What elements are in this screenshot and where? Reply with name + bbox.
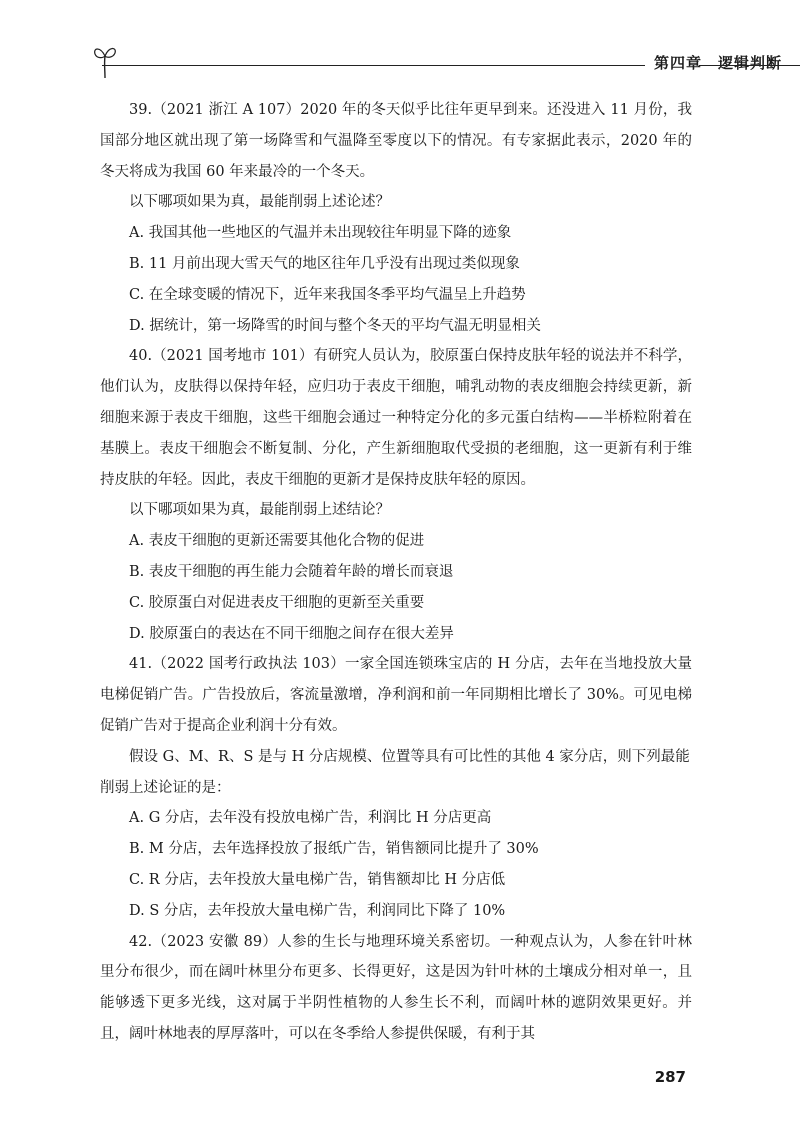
header-rule-left [102,65,645,66]
question-42 [100,927,692,1050]
question-39 [100,95,692,341]
question-41 [100,649,692,926]
option-a: A. G 分店，去年没有投放电梯广告，利润比 H 分店更高 [129,810,492,827]
option-d: D. 胶原蛋白的表达在不同干细胞之间存在很大差异 [129,625,454,642]
question-prompt: 以下哪项如果为真，最能削弱上述论述？ [129,194,390,211]
question-stem: 40.（2021 国考地市 101）有研究人员认为，胶原蛋白保持皮肤年轻的说法并不科学，他们认为，皮肤得以保持年轻，应归功于表皮干细胞，哺乳动物的表皮细胞会持续更新，新细胞来源于表皮干细胞，这些干细胞会通过一种特定分化的多元蛋白结构——半桥粒附着在基膜上。表皮干细胞会不断复制、分化，产生新细胞取代受损的老细胞，这一更新有利于维持皮肤的年轻。因此，表皮干细胞的更新才是保持皮肤年轻的原因。 [100,348,692,488]
option-c: C. 胶原蛋白对促进表皮干细胞的更新至关重要 [129,594,425,611]
page-body [100,95,692,1050]
question-prompt: 假设 G、M、R、S 是与 H 分店规模、位置等具有可比性的其他 4 家分店，则下列最能削弱上述论证的是： [100,748,690,796]
question-prompt: 以下哪项如果为真，最能削弱上述结论？ [129,502,390,519]
option-b: B. 表皮干细胞的再生能力会随着年龄的增长而衰退 [129,563,454,580]
page-number: 287 [654,1068,686,1086]
question-stem: 41.（2022 国考行政执法 103）一家全国连锁珠宝店的 H 分店，去年在当地投放大量电梯促销广告。广告投放后，客流量激增，净利润和前一年同期相比增长了 30%。可见电梯促销广告对于提高企业利润十分有效。 [100,656,692,734]
option-d: D. S 分店，去年投放大量电梯广告，利润同比下降了 10% [129,902,506,919]
option-b: B. 11 月前出现大雪天气的地区往年几乎没有出现过类似现象 [129,255,520,272]
question-stem: 42.（2023 安徽 89）人参的生长与地理环境关系密切。一种观点认为，人参在针叶林里分布很少，而在阔叶林里分布更多、长得更好，这是因为针叶林的土壤成分相对单一，且能够透下更多光线，这对属于半阴性植物的人参生长不利，而阔叶林的遮阴效果更好。并且，阔叶林地表的厚厚落叶，可以在冬季给人参提供保暖，有利于其 [100,933,692,1042]
question-40 [100,341,692,649]
question-stem: 39.（2021 浙江 A 107）2020 年的冬天似乎比往年更早到来。还没进入 11 月份，我国部分地区就出现了第一场降雪和气温降至零度以下的情况。有专家据此表示，2020 年的冬天将成为我国 60 年来最冷的一个冬天。 [100,102,692,180]
option-d: D. 据统计，第一场降雪的时间与整个冬天的平均气温无明显相关 [129,317,541,334]
chapter-title: 第四章 逻辑判断 [654,54,783,72]
option-a: A. 表皮干细胞的更新还需要其他化合物的促进 [129,533,425,550]
running-header [92,40,800,80]
option-c: C. R 分店，去年投放大量电梯广告，销售额却比 H 分店低 [129,871,506,888]
option-b: B. M 分店，去年选择投放了报纸广告，销售额同比提升了 30% [129,841,539,858]
option-a: A. 我国其他一些地区的气温并未出现较往年明显下降的迹象 [129,225,512,242]
option-c: C. 在全球变暖的情况下，近年来我国冬季平均气温呈上升趋势 [129,286,526,303]
header-rule-right [699,65,800,66]
sprout-icon [92,40,118,80]
